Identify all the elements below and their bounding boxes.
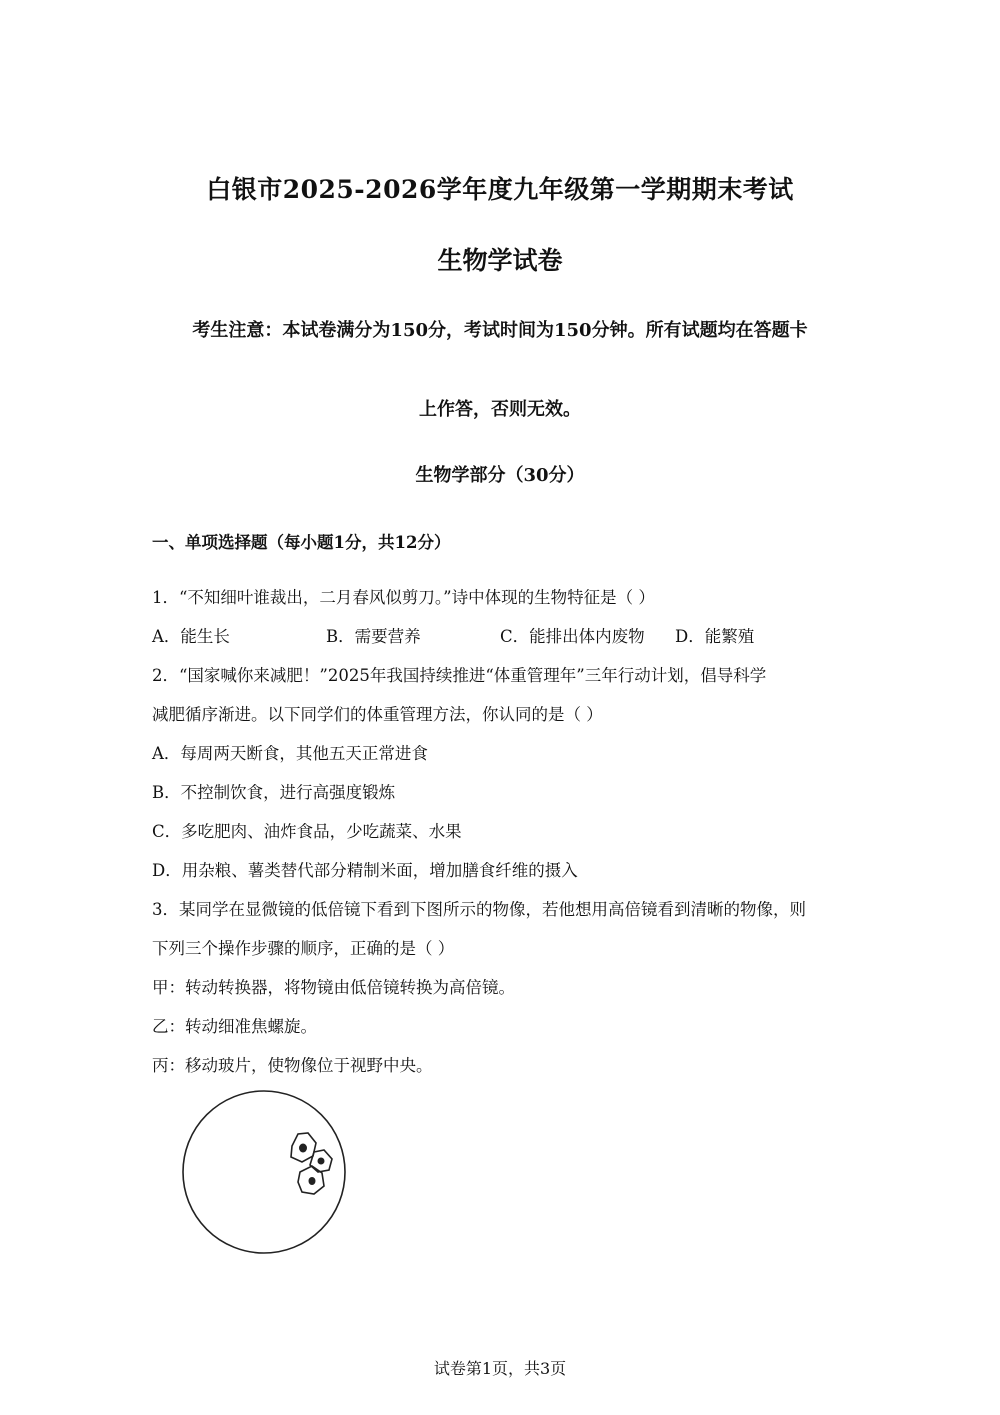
q2-option-b: B．不控制饮食，进行高强度锻炼 <box>152 783 396 802</box>
cell-nuclei <box>299 1144 325 1186</box>
q2-option-c: C．多吃肥肉、油炸食品，少吃蔬菜、水果 <box>152 822 462 841</box>
nucleus-2 <box>318 1158 325 1165</box>
q1-option-d: D．能繁殖 <box>675 627 755 646</box>
exam-subtitle: 生物学试卷 <box>437 246 563 275</box>
nucleus-1 <box>299 1144 307 1153</box>
q3-stem-line-1: 3．某同学在显微镜的低倍镜下看到下图所示的物像，若他想用高倍镜看到清晰的物像，则 <box>152 900 806 919</box>
section-heading: 一、单项选择题（每小题1分，共12分） <box>152 533 451 552</box>
q1-option-b: B．需要营养 <box>326 627 421 646</box>
q1-option-c: C．能排出体内废物 <box>500 627 645 646</box>
q3-step-yi: 乙：转动细准焦螺旋。 <box>152 1017 317 1036</box>
nucleus-3 <box>309 1177 316 1185</box>
part-heading: 生物学部分（30分） <box>415 465 585 486</box>
q1-option-a: A．能生长 <box>152 627 230 646</box>
q3-stem-line-2: 下列三个操作步骤的顺序，正确的是（ ） <box>152 939 455 958</box>
notice-line-1: 考生注意：本试卷满分为150分，考试时间为150分钟。所有试题均在答题卡 <box>192 320 808 341</box>
page-footer: 试卷第1页，共3页 <box>433 1359 567 1378</box>
q1-stem: 1．“不知细叶谁裁出，二月春风似剪刀。”诗中体现的生物特征是（ ） <box>152 588 655 607</box>
q2-option-a: A．每周两天断食，其他五天正常进食 <box>152 744 428 763</box>
q2-option-d: D．用杂粮、薯类替代部分精制米面，增加膳食纤维的摄入 <box>152 861 578 880</box>
notice-line-2: 上作答，否则无效。 <box>419 399 581 420</box>
q2-stem-line-1: 2．“国家喊你来减肥！”2025年我国持续推进“体重管理年”三年行动计划，倡导科学 <box>152 666 767 685</box>
exam-title: 白银市2025-2026学年度九年级第一学期期末考试 <box>206 175 794 204</box>
q3-step-bing: 丙：移动玻片，使物像位于视野中央。 <box>152 1056 433 1075</box>
q3-step-jia: 甲：转动转换器，将物镜由低倍镜转换为高倍镜。 <box>152 978 515 997</box>
microscope-field-figure <box>178 1086 350 1258</box>
q2-stem-line-2: 减肥循序渐进。以下同学们的体重管理方法，你认同的是（ ） <box>152 705 603 724</box>
